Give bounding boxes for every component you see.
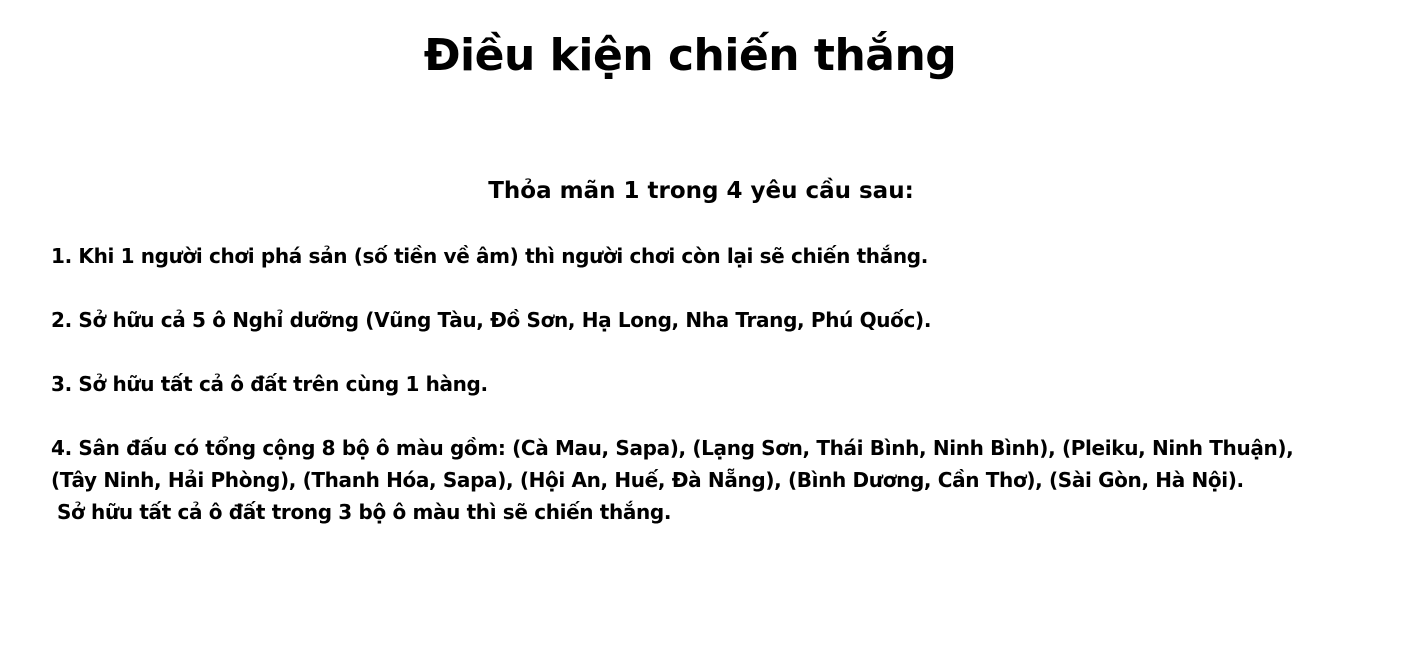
rule-item-4-line-1: 4. Sân đấu có tổng cộng 8 bộ ô màu gồm: (Cà Mau, Sapa), (Lạng Sơn, Thái Bình, Ninh Bình), (Pleiku, Ninh Thuận), — [51, 436, 1294, 460]
subtitle: Thỏa mãn 1 trong 4 yêu cầu sau: — [488, 178, 914, 204]
rule-item-2: 2. Sở hữu cả 5 ô Nghỉ dưỡng (Vũng Tàu, Đồ Sơn, Hạ Long, Nha Trang, Phú Quốc). — [51, 308, 932, 332]
rule-item-4-line-2: (Tây Ninh, Hải Phòng), (Thanh Hóa, Sapa), (Hội An, Huế, Đà Nẵng), (Bình Dương, Cần Thơ), (Sài Gòn, Hà Nội). — [51, 468, 1244, 492]
page-title: Điều kiện chiến thắng — [423, 30, 957, 81]
rule-item-1: 1. Khi 1 người chơi phá sản (số tiền về âm) thì người chơi còn lại sẽ chiến thắng. — [51, 244, 928, 268]
rule-item-4-line-3: Sở hữu tất cả ô đất trong 3 bộ ô màu thì sẽ chiến thắng. — [57, 500, 672, 524]
rule-item-3: 3. Sở hữu tất cả ô đất trên cùng 1 hàng. — [51, 372, 488, 396]
